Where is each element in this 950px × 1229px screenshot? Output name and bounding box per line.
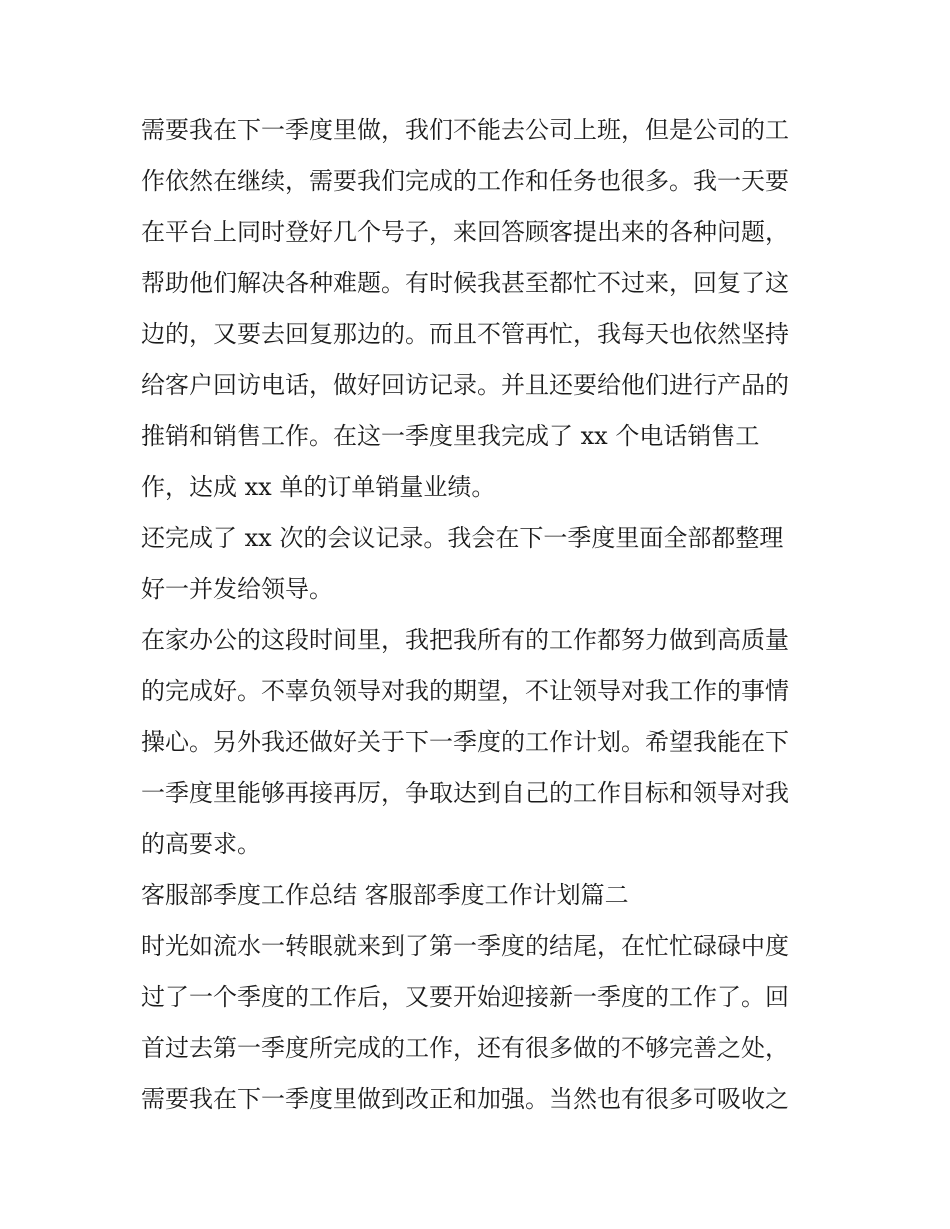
text-line: 时光如流水一转眼就来到了第一季度的结尾，在忙忙碌碌中度: [141, 932, 789, 960]
text-line: 作，达成 xx 单的订单销量业绩。: [141, 473, 496, 501]
document-body: [141, 105, 821, 1125]
text-line: 帮助他们解决各种难题。有时候我甚至都忙不过来，回复了这: [141, 269, 789, 297]
text-line: 在平台上同时登好几个号子，来回答顾客提出来的各种问题，: [141, 218, 789, 246]
text-line: 的高要求。: [141, 830, 261, 858]
text-line: 一季度里能够再接再厉，争取达到自己的工作目标和领导对我: [141, 779, 789, 807]
text-line: 好一并发给领导。: [141, 575, 333, 603]
text-line: 首过去第一季度所完成的工作，还有很多做的不够完善之处，: [141, 1034, 789, 1062]
text-line: 作依然在继续，需要我们完成的工作和任务也很多。我一天要: [141, 167, 789, 195]
text-line: 在家办公的这段时间里，我把我所有的工作都努力做到高质量: [141, 626, 789, 654]
text-line: 过了一个季度的工作后，又要开始迎接新一季度的工作了。回: [141, 983, 789, 1011]
section-heading: 客服部季度工作总结 客服部季度工作计划篇二: [141, 881, 629, 909]
text-line: 推销和销售工作。在这一季度里我完成了 xx 个电话销售工: [141, 422, 760, 450]
text-line: 还完成了 xx 次的会议记录。我会在下一季度里面全部都整理: [141, 524, 784, 552]
text-line: 需要我在下一季度里做到改正和加强。当然也有很多可吸收之: [141, 1085, 789, 1113]
text-line: 的完成好。不辜负领导对我的期望，不让领导对我工作的事情: [141, 677, 789, 705]
text-line: 给客户回访电话，做好回访记录。并且还要给他们进行产品的: [141, 371, 789, 399]
text-line: 需要我在下一季度里做，我们不能去公司上班，但是公司的工: [141, 116, 789, 144]
text-line: 边的，又要去回复那边的。而且不管再忙，我每天也依然坚持: [141, 320, 789, 348]
text-line: 操心。另外我还做好关于下一季度的工作计划。希望我能在下: [141, 728, 789, 756]
